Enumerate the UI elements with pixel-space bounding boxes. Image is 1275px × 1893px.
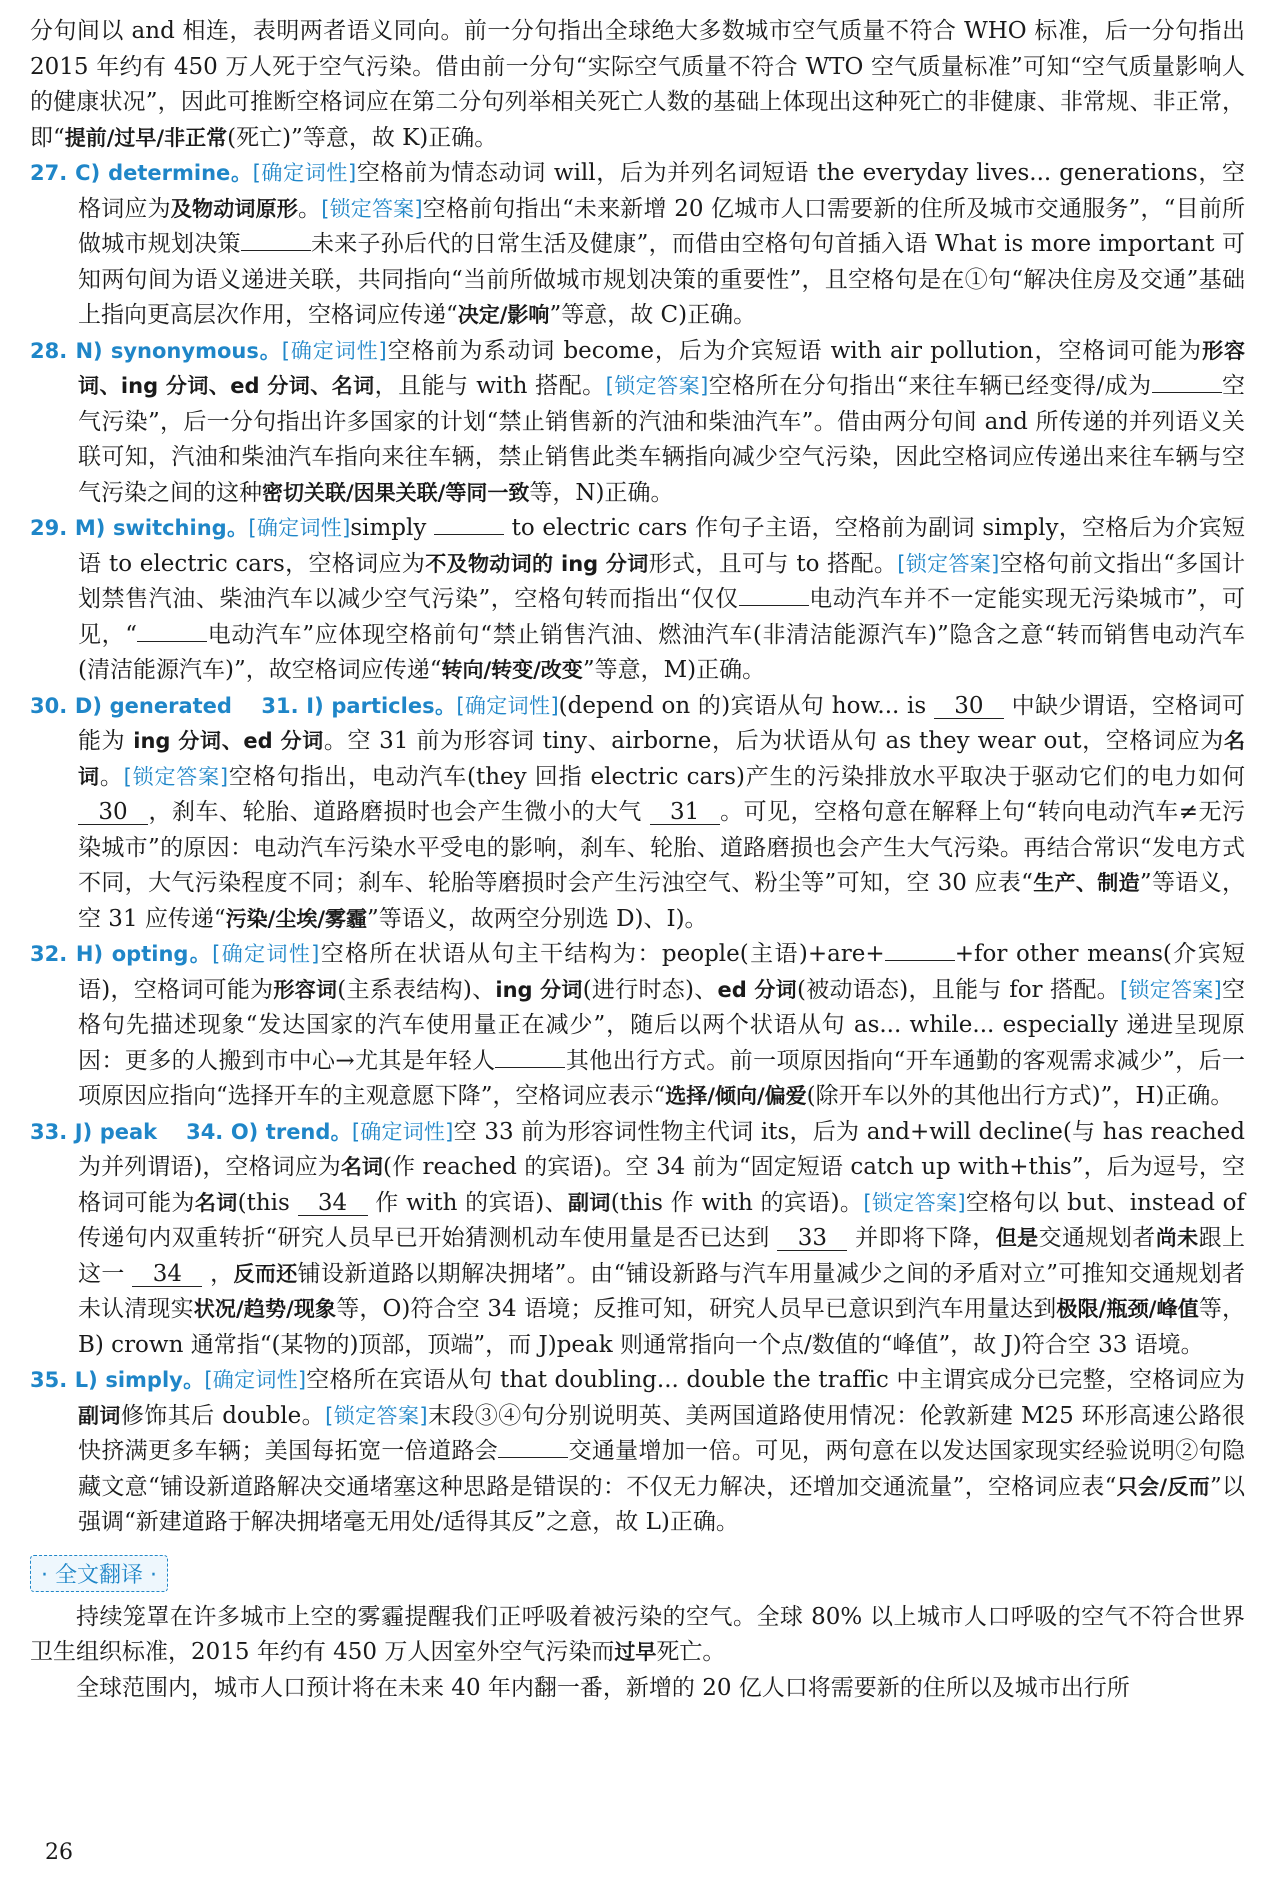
method-tag: [锁定答案]	[123, 764, 229, 789]
explanation-text: 等，N)正确。	[529, 479, 674, 506]
fill-blank	[1152, 392, 1222, 393]
answer-label: L) simply。	[74, 1368, 205, 1392]
answer-label: N) synonymous。	[75, 338, 282, 363]
explanation-item	[30, 156, 1246, 334]
explanation-text: 等，B) crown 通常指“(某物的)顶部，顶端”，而 J)peak 则通常指向一个点/数值的“峰值”，故 J)符合空 33 语境。	[78, 1296, 1246, 1358]
method-tag: [锁定答案]	[1119, 977, 1222, 1002]
explanation-text: (被动语态)，且能与 for 搭配。	[796, 976, 1120, 1003]
item-number: 30.	[30, 693, 68, 718]
bold-keyword: 极限/瓶颈/峰值	[1056, 1297, 1199, 1321]
explanation-text: ”等语义，空 31 应传递“	[78, 870, 1246, 932]
method-tag: [锁定答案]	[325, 1403, 428, 1428]
method-tag: [锁定答案]	[321, 196, 423, 221]
explanation-text: 并即将下降，	[847, 1225, 996, 1251]
explanation-text: 未来子孙后代的日常生活及健康”，而借由空格句句首插入语 What is more important 可知两句间为语义递进关联，共同指向“当前所做城市规划决策的重要性”，且空格句是在①句“解决住房及交通”基础上指向更高层次作用，空格词应传递“	[78, 231, 1246, 328]
bold-keyword: 名词	[78, 729, 1245, 789]
answer-label: D) generated 31. I) particles。	[74, 693, 457, 718]
page-number: 26	[45, 1840, 73, 1865]
explanation-text: (this	[237, 1189, 298, 1216]
method-tag: [确定词性]	[204, 1368, 307, 1392]
explanation-text: 空格所在宾语从句 that doubling... double the traffic 中主谓宾成分已完整，空格词应为	[306, 1367, 1246, 1393]
bold-keyword: 副词	[78, 1403, 121, 1428]
paragraph-intro: 分句间以 and 相连，表明两者语义同向。前一分句指出全球绝大多数城市空气质量不符合 WHO 标准，后一分句指出 2015 年约有 450 万人死于空气污染。借由前一分句“实际空气质量不符合 WTO 空气质量标准”可知“空气质量影响人的健康状况”，因此可推断空格词应在第二分句列举相关死亡人数的基础上体现出这种死亡的非健康、非常规、非正常，即“提前/过早/非正常(死亡)”等意，故 K)正确。	[30, 18, 1245, 151]
explanation-text: 电动汽车并不一定能实现无污染城市”，可见，“	[78, 586, 1245, 648]
fill-blank: 30	[934, 694, 1004, 719]
answer-explanations	[30, 156, 1245, 1541]
item-number: 32.	[30, 942, 68, 966]
explanation-text: simply	[350, 515, 434, 541]
bold-keyword: 名词	[340, 1155, 383, 1179]
bold-keyword: 决定/影响	[457, 303, 550, 327]
explanation-text: 空格前为系动词 become，后为介宾短语 with air pollution，空格词可能为	[386, 337, 1203, 364]
explanation-text: to electric cars 作句子主语，空格前为副词 simply，空格后为介宾短语 to electric cars，空格词应为	[78, 515, 1246, 577]
bold-keyword: 但是	[995, 1226, 1039, 1250]
fill-blank	[434, 534, 504, 535]
explanation-text: 空格句指出，电动汽车(they 回指 electric cars)产生的污染排放水平取决于驱动它们的电力如何	[228, 763, 1245, 790]
explanation-item	[30, 1363, 1246, 1541]
explanation-text: (除开车以外的其他出行方式)”，H)正确。	[806, 1083, 1234, 1109]
bold-keyword: 只会/反而	[1116, 1474, 1210, 1499]
explanation-text: 。可见，空格句意在解释上句“转向电动汽车≠无污染城市”的原因：电动汽车污染水平受电的影响，刹车、轮胎、道路磨损也会产生大气污染。再结合常识“发电方式不同，大气污染程度不同；刹车、轮胎等磨损时会产生污浊空气、粉尘等”可知，空 30 应表“	[78, 799, 1245, 896]
bold-keyword: ed 分词	[717, 977, 797, 1002]
bold-keyword: 状况/趋势/现象	[193, 1297, 337, 1321]
bold-keyword: 形容词	[273, 977, 338, 1002]
explanation-text: ”等意，故 C)正确。	[549, 302, 757, 328]
item-number: 35.	[30, 1368, 68, 1392]
method-tag: [确定词性]	[456, 693, 559, 718]
item-number: 27.	[30, 161, 68, 185]
bold-keyword: 污染/尘埃/雾霾	[225, 906, 367, 931]
explanation-item	[30, 511, 1246, 689]
explanation-item	[30, 334, 1246, 512]
explanation-text: ”以强调“新建道路于解决拥堵毫无用处/适得其反”之意，故 L)正确。	[78, 1473, 1246, 1535]
explanation-text: 。空 31 前为形容词 tiny、airborne，后为状语从句 as they wear out，空格词应为	[323, 728, 1224, 754]
method-tag: [确定词性]	[351, 1119, 454, 1144]
explanation-text: 空格前为情态动词 will，后为并列名词短语 the everyday lives... generations，空格词应为	[78, 160, 1246, 222]
explanation-text: ，刹车、轮胎、道路磨损时也会产生微小的大气	[148, 799, 650, 825]
explanation-text: (进行时态)、	[582, 976, 718, 1003]
explanation-text: 电动汽车”应体现空格前句“禁止销售汽油、燃油汽车(非清洁能源汽车)”隐含之意“转而销售电动汽车(清洁能源汽车)”，故空格词应传递“	[78, 621, 1245, 683]
explanation-text: 形式，且可与 to 搭配。	[648, 550, 898, 577]
explanation-text: 交通量增加一倍。可见，两句意在以发达国家现实经验说明②句隐藏文意“铺设新道路解决交通堵塞这种思路是错误的：不仅无力解决，还增加交通流量”，空格词应表“	[78, 1438, 1246, 1500]
explanation-text: (depend on 的)宾语从句 how... is	[558, 692, 934, 719]
explanation-text: 空格所在状语从句主干结构为：people(主语)+are+	[319, 941, 885, 967]
explanation-text: 末段③④句分别说明英、美两国道路使用情况：伦敦新建 M25 环形高速公路很快挤满更多车辆；美国每拓宽一倍道路会	[78, 1402, 1246, 1464]
explanation-text: (this 作 with 的宾语)。	[610, 1189, 864, 1216]
bold-keyword: 密切关联/因果关联/等同一致	[262, 480, 530, 505]
explanation-text: ，且能与 with 搭配。	[374, 373, 606, 399]
bold-keyword: ing 分词	[495, 977, 583, 1002]
explanation-text: 空 33 前为形容词性物主代词 its，后为 and+will decline(与 has reached 为并列谓语)，空格词应为	[78, 1118, 1246, 1180]
fill-blank	[241, 250, 311, 251]
method-tag: [确定词性]	[248, 516, 351, 540]
fill-blank	[498, 1457, 568, 1458]
answer-label: C) determine。	[75, 161, 253, 185]
method-tag: [锁定答案]	[863, 1190, 966, 1215]
item-number: 29.	[30, 516, 68, 540]
fill-blank: 33	[777, 1226, 847, 1251]
explanation-text: 。	[297, 195, 322, 222]
fill-blank: 31	[650, 800, 720, 825]
method-tag: [锁定答案]	[897, 551, 1000, 576]
section-title-translation: · 全文翻译 ·	[30, 1555, 168, 1592]
explanation-text: 空格句先描述现象“发达国家的汽车使用量正在减少”，随后以两个状语从句 as... while... especially 递进呈现原因：更多的人搬到市中心→尤其是年轻人	[78, 976, 1245, 1074]
fill-blank: 34	[132, 1262, 202, 1287]
explanation-text: 铺设新道路以期解决拥堵”。由“铺设新路与汽车用量减少之间的矛盾对立”可推知交通规划者未认清现实	[78, 1260, 1246, 1322]
answer-label: M) switching。	[74, 516, 249, 540]
explanation-text: ，	[202, 1260, 234, 1287]
explanation-text: 跟上这一	[78, 1225, 1246, 1287]
fill-blank: 30	[78, 800, 148, 825]
explanation-item	[30, 937, 1246, 1115]
method-tag: [确定词性]	[252, 161, 357, 185]
fill-blank	[495, 1067, 565, 1068]
explanation-item	[30, 1115, 1246, 1364]
bold-keyword: 生产、制造	[1032, 871, 1140, 895]
explanation-text: 中缺少谓语，空格词可能为	[78, 692, 1246, 754]
explanation-text: ”等意，M)正确。	[582, 657, 766, 683]
explanation-text: 修饰其后 double。	[120, 1402, 326, 1429]
explanation-text: 空气污染”，后一分句指出许多国家的计划“禁止销售新的汽油和柴油汽车”。借由两分句间 and 所传递的并列语义关联可知，汽油和柴油汽车指向来往车辆，禁止销售此类车辆指向减少空气污染，因此空格词应传递出来往车辆与空气污染之间的这种	[78, 373, 1246, 506]
bold-keyword: ing 分词、ed 分词	[133, 729, 324, 753]
explanation-text: 空格句前文指出“多国计划禁售汽油、柴油汽车以减少空气污染”，空格句转而指出“仅仅	[78, 550, 1245, 612]
explanation-text: ”等语义，故两空分别选 D)、I)。	[367, 905, 708, 932]
translation-paragraph-2: 全球范围内，城市人口预计将在未来 40 年内翻一番，新增的 20 亿人口将需要新的住所以及城市出行所	[76, 1674, 1130, 1701]
method-tag: [锁定答案]	[605, 374, 709, 398]
page-content	[30, 14, 1245, 1706]
bold-keyword: 副词	[567, 1190, 611, 1215]
fill-blank	[137, 641, 207, 642]
bold-keyword: 及物动词原形	[170, 196, 298, 221]
translation-paragraph-1: 持续笼罩在许多城市上空的雾霾提醒我们正呼吸着被污染的空气。全球 80% 以上城市人口呼吸的空气不符合世界卫生组织标准，2015 年约有 450 万人因室外空气污染而过早死亡。	[30, 1603, 1245, 1665]
bold-keyword: 反而还	[233, 1261, 298, 1286]
explanation-text: (主系表结构)、	[337, 976, 496, 1003]
bold-keyword: 不及物动词的 ing 分词	[425, 551, 649, 576]
explanation-text: 空格所在分句指出“来往车辆已经变得/成为	[708, 373, 1152, 399]
bold-keyword: 选择/倾向/偏爱	[665, 1084, 807, 1108]
explanation-text: 其他出行方式。前一项原因指向“开车通勤的客观需求减少”，后一项原因应指向“选择开车的主观意愿下降”，空格词应表示“	[78, 1047, 1245, 1109]
bold-keyword: 形容词、ing 分词、ed 分词、名词	[78, 338, 1246, 398]
fill-blank	[885, 960, 955, 961]
explanation-item	[30, 689, 1246, 938]
explanation-text: (作 reached 的宾语)。空 34 前为“固定短语 catch up with+this”，后为逗号，空格词可能为	[78, 1154, 1246, 1216]
answer-label: H) opting。	[75, 942, 213, 966]
explanation-text: 作 with 的宾语)、	[367, 1189, 568, 1216]
explanation-text: 空格句以 but、instead of 传递句内双重转折“研究人员早已开始猜测机动车使用量是否已达到	[78, 1189, 1246, 1251]
explanation-text: 等，O)符合空 34 语境；反推可知，研究人员早已意识到汽车用量达到	[336, 1296, 1057, 1322]
explanation-text: 交通规划者	[1038, 1225, 1156, 1251]
item-number: 28.	[30, 338, 68, 363]
bold-keyword: 尚未	[1155, 1226, 1199, 1250]
method-tag: [确定词性]	[212, 942, 320, 966]
answer-label: J) peak 34. O) trend。	[74, 1119, 352, 1144]
fill-blank: 34	[298, 1191, 368, 1216]
fill-blank	[739, 605, 809, 606]
explanation-text: +for other means(介宾短语)，空格词可能为	[78, 941, 1246, 1003]
bold-keyword: 名词	[194, 1190, 238, 1215]
explanation-text: 空格前句指出“未来新增 20 亿城市人口需要新的住所及城市交通服务”，“目前所做城市规划决策	[78, 195, 1246, 257]
item-number: 33.	[30, 1119, 68, 1144]
method-tag: [确定词性]	[281, 338, 387, 363]
explanation-text: 。	[99, 763, 124, 790]
bold-keyword: 转向/转变/改变	[441, 658, 583, 682]
